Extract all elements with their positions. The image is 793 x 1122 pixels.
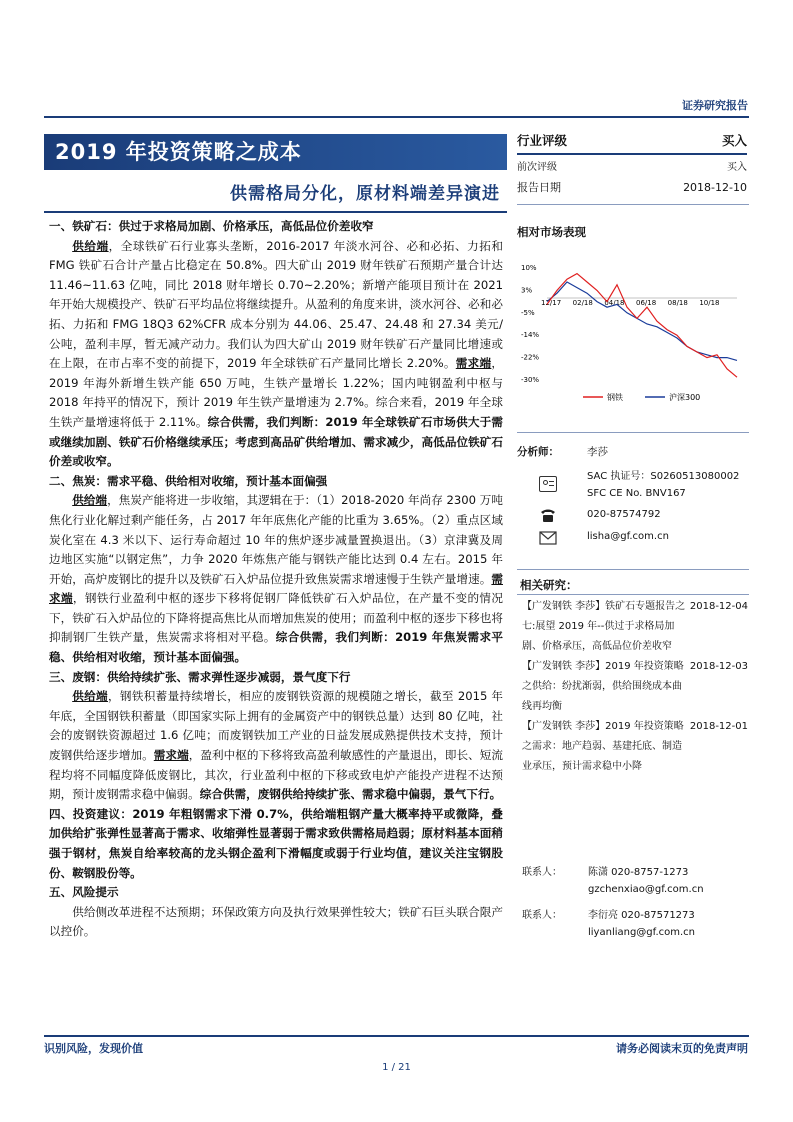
- related-title: 相关研究：: [520, 578, 578, 592]
- x-tick-label: 10/18: [699, 299, 720, 307]
- section-2-heading: 二、焦炭：需求平稳、供给相对收缩，预计基本面偏强: [49, 473, 328, 488]
- x-tick-labels: [541, 299, 720, 307]
- related-list: [522, 597, 748, 777]
- contacts-label: 联系人：: [522, 867, 562, 878]
- email-icon: [539, 530, 557, 546]
- x-tick-label: 02/18: [572, 299, 593, 307]
- related-item[interactable]: [522, 717, 748, 777]
- s4-text: 2019 年粗钢需求下滑 0.7%，供给端粗钢产量大概率持平或微降，叠加供给扩张弹性显著高于需求、收缩弹性显著弱于需求致供需格局趋弱；原材料基本面稍强于钢材，焦炭自给率较高的龙头钢企盈利下滑幅度或弱于行业均值，建议关注宝钢股份、鞍钢股份等。: [49, 806, 503, 880]
- y-tick-label: 10%: [521, 264, 537, 272]
- analyst-phone: 020-87574792: [587, 509, 661, 520]
- related-item-text[interactable]: 【广发钢铁 李莎】2019 年投资策略之需求：地产趋弱、基建托底、制造业承压，预计需求稳中小降: [522, 721, 684, 772]
- series-hs300-line: [547, 282, 737, 360]
- y-tick-label: -30%: [521, 376, 540, 384]
- x-tick-label: 06/18: [636, 299, 657, 307]
- x-tick-label: 08/18: [667, 299, 688, 307]
- page-subtitle: 供需格局分化，原材料端差异演进: [230, 184, 500, 204]
- report-date-value: 2018-12-10: [683, 181, 747, 194]
- report-date-label: 报告日期: [517, 181, 561, 194]
- related-item-date: 2018-12-03: [689, 661, 748, 672]
- section-4-heading: 四、投资建议：: [49, 806, 133, 821]
- s3-supply-keyword: 供给端: [72, 689, 108, 704]
- s5-text: 供给侧改革进程不达预期；环保政策方向及执行效果弹性较大；铁矿石巨头联合限产以控价。: [49, 904, 503, 939]
- s3-supply-text: ，钢铁积蓄量持续增长，相应的废钢铁资源的规模随之增长，截至 2015 年年底，全国钢铁积蓄量（即国家实际上拥有的金属资产中的钢铁总量）达到 80 亿吨，社会的废钢铁资源超过 1.6 亿吨；而废钢铁加工产业的日益发展成熟提供技术支持，预计废钢供给逐步增加。: [49, 689, 503, 763]
- footer-slogan: 识别风险，发现价值: [44, 1042, 143, 1055]
- prev-rating-value: 买入: [727, 162, 747, 173]
- s1-supply-keyword: 供给端: [72, 238, 109, 253]
- market-title: 相对市场表现: [517, 225, 586, 239]
- telephone-icon: [539, 507, 557, 523]
- s1-demand-text: ，2019 年海外新增生铁产能 650 万吨，生铁产量增长 1.22%；国内吨钢盈利中枢与 2018 年持平的情况下，预计 2019 年生铁产量增速为 2.7%。综合来看，2019 年全球生铁产量增速将低于 2.11%。: [49, 356, 503, 429]
- s2-conclusion: 综合供需，我们判断：2019 年焦炭需求平稳、供给相对收缩，预计基本面偏强。: [49, 630, 503, 665]
- y-tick-label: -22%: [521, 353, 540, 362]
- related-divider-top: [517, 569, 749, 570]
- contact-1-name: 陈潇 020-8757-1273: [588, 867, 689, 878]
- s2-demand-keyword: 需求端: [49, 571, 503, 606]
- y-tick-label: 3%: [521, 286, 533, 295]
- rating-value: 买入: [721, 133, 747, 148]
- s3-demand-keyword: 需求端: [153, 748, 189, 763]
- header-rule: [44, 116, 749, 118]
- analyst-sac: SAC 执证号：S0260513080002: [587, 471, 740, 482]
- market-chart: [517, 258, 749, 408]
- page-number: 1 / 21: [382, 1062, 411, 1073]
- contact-1-email: gzchenxiao@gf.com.cn: [588, 884, 704, 895]
- analyst-sfc: SFC CE No. BNV167: [587, 488, 686, 499]
- s1-supply-text: ，全球铁矿石行业寡头垄断，2016-2017 年淡水河谷、必和必拓、力拓和FMG 铁矿石合计产量占比稳定在 50.8%。四大矿山 2019 财年铁矿石预期产量合计达 11.46~11.63 亿吨，同比 2018 财年增长 0.70~2.20%；新增产能项目预计在 2021 年开始大规模投产、铁矿石平均品位将继续提升。从盈利的角度来讲，淡水河谷、必和必拓、力拓和 FMG 18Q3 62%CFR 成本分别为 44.06、25.47、24.48 和 27.34 美元/公吨，盈利丰厚，暂无减产动力。我们认为四大矿山 2019 财年铁矿石产量同比增速或在上限，在市占率不变的前提下，2019 年全球铁矿石产量同比增长 2.20%。: [49, 238, 503, 371]
- y-tick-labels: [521, 264, 539, 384]
- related-item-text[interactable]: 【广发钢铁 李莎】铁矿石专题报告之七:展望 2019 年--供过于求格局加剧、价格承压，高低品位价差收窄: [522, 601, 686, 652]
- report-body: [49, 217, 503, 942]
- s2-demand-text: ，钢铁行业盈利中枢的逐步下移将促钢厂降低铁矿石入炉品位，在产量不变的情况下，铁矿石入炉品位的下降将提高焦比从而增加焦炭的使用；而盈利中枢的逐步下移也将抑制钢厂生铁产量，焦炭需求将相对平稳。: [49, 591, 503, 645]
- legend-hs300-label: 沪深300: [669, 393, 701, 402]
- report-type: 证券研究报告: [682, 99, 748, 112]
- related-item-date: 2018-12-01: [689, 721, 748, 732]
- analyst-label: 分析师：: [517, 446, 559, 458]
- s3-conclusion: 综合供需，废钢供给持续扩张、需求稳中偏弱，景气下行。: [199, 787, 502, 802]
- footer-rule: [44, 1035, 749, 1037]
- related-item-date: 2018-12-04: [689, 601, 748, 612]
- s2-supply-keyword: 供给端: [72, 493, 108, 508]
- section-1-heading: 一、铁矿石：供过于求格局加剧、价格承压，高低品位价差收窄: [49, 219, 374, 233]
- footer-disclaimer[interactable]: 请务必阅读末页的免责声明: [616, 1042, 748, 1055]
- s1-conclusion: 综合供需，我们判断：2019 年全球铁矿石市场供大于需或继续加剧、铁矿石价格继续承压；考虑到高品矿供给增加、需求减少，高低品位铁矿石价差或收窄。: [49, 414, 503, 469]
- prev-rating-label: 前次评级: [517, 162, 557, 173]
- analyst-divider: [517, 432, 749, 433]
- related-item-text[interactable]: 【广发钢铁 李莎】2019 年投资策略之供给：纷扰渐弱，供给围绕成本曲线再均衡: [522, 661, 684, 712]
- related-item[interactable]: [522, 657, 748, 717]
- related-item[interactable]: [522, 597, 748, 657]
- y-tick-label: -5%: [521, 308, 535, 317]
- section-5-heading: 五、风险提示: [49, 885, 119, 900]
- x-tick-label: 12/17: [541, 299, 562, 307]
- s2-supply-text: ，焦炭产能将进一步收缩，其逻辑在于：（1）2018-2020 年尚存 2300 万吨焦化行业化解过剩产能任务，占 2017 年年底焦化产能的比重为 3.65%。（2）重点区域炭化室在 4.3 米以下、运行寿命超过 10 年的焦炉逐步减量置换退出。（3）京津冀及周边地区实施“以钢定焦”，力争 2020 年炼焦产能与钢铁产能比达到 0.4 左右。2015 年开始，高炉废钢比的提升以及铁矿石入炉品位提升致焦炭需求增速慢于生铁产量增速。: [49, 493, 503, 586]
- contacts-label-2: 联系人：: [522, 910, 562, 921]
- contact-2-email: liyanliang@gf.com.cn: [588, 927, 696, 938]
- analyst-email: lisha@gf.com.cn: [587, 531, 669, 542]
- legend-steel-label: 钢铁: [607, 393, 623, 402]
- title-rule: [44, 211, 507, 213]
- page-title: 2019 年投资策略之成本: [55, 140, 302, 164]
- s3-demand-text: ，盈利中枢的下移将致高盈利敏感性的产量退出，即长、短流程均将不同幅度降低废钢比，其次，行业盈利中枢的下移或致电炉产能投产进程不达预期，预计废钢需求稳中偏弱。: [49, 748, 503, 802]
- id-card-icon: [539, 476, 557, 492]
- series-steel-line: [547, 274, 737, 378]
- section-3-heading: 三、废钢：供给持续扩张、需求弹性逐步减弱，景气度下行: [49, 669, 351, 684]
- rating-panel: [517, 130, 747, 198]
- x-tick-label: 04/18: [604, 299, 625, 307]
- rating-divider: [517, 204, 749, 205]
- analyst-name: 李莎: [587, 446, 608, 458]
- contact-2-name: 李衍亮 020-87571273: [588, 910, 695, 921]
- related-divider: [517, 594, 749, 595]
- rating-label: 行业评级: [517, 133, 568, 148]
- y-tick-label: -14%: [521, 331, 540, 340]
- s1-demand-keyword: 需求端: [455, 356, 492, 371]
